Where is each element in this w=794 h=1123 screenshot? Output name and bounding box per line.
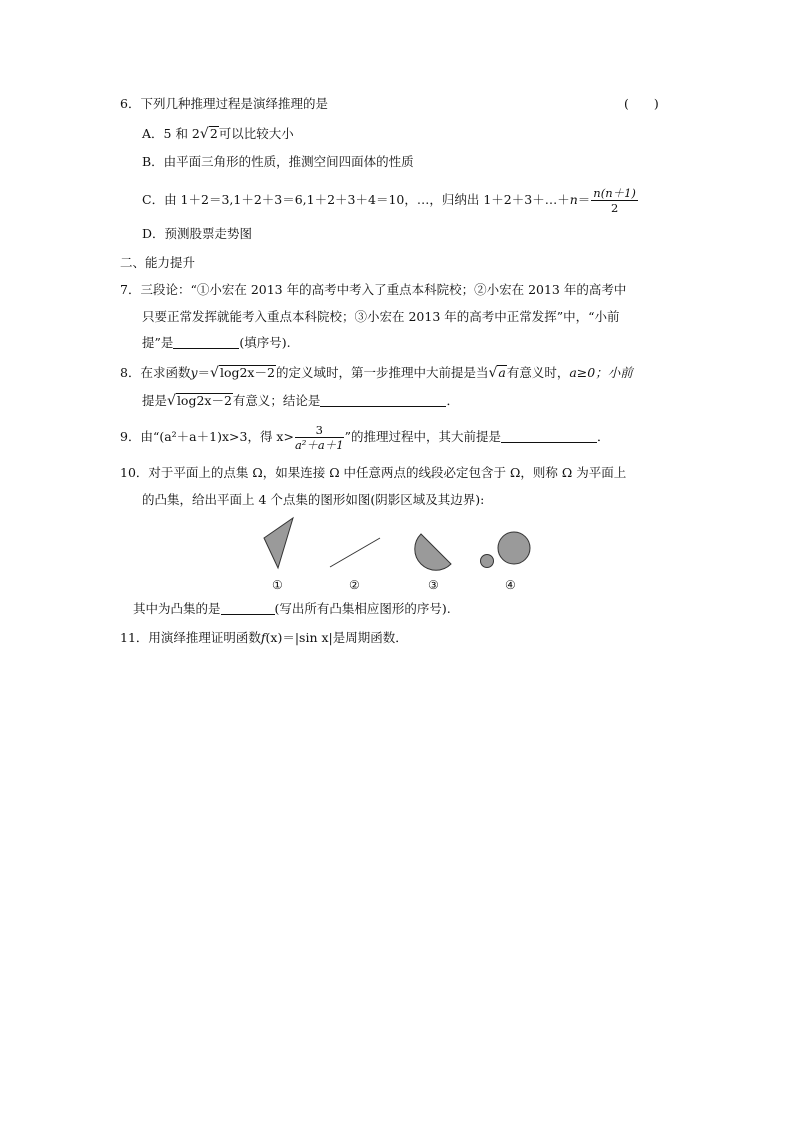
q11-fx: (x)＝|sin x|是周期函数． bbox=[265, 630, 408, 645]
q8-answer-blank[interactable] bbox=[320, 394, 446, 407]
q7-line3-suffix: (填序号). bbox=[239, 335, 291, 350]
q7-answer-blank[interactable] bbox=[173, 336, 239, 349]
q6-stem: 6．下列几种推理过程是演绎推理的是 bbox=[120, 96, 328, 111]
q6-option-a bbox=[142, 126, 294, 142]
section-heading: 二、能力提升 bbox=[120, 255, 196, 270]
q7-line3-prefix: 提”是 bbox=[142, 335, 174, 350]
q8-var-y: y bbox=[190, 365, 198, 380]
figure-4-large-circle bbox=[498, 532, 530, 564]
q9-end: ． bbox=[597, 429, 610, 444]
q6-option-b: B．由平面三角形的性质，推测空间四面体的性质 bbox=[142, 154, 414, 169]
q10-line1: 10．对于平面上的点集 Ω，如果连接 Ω 中任意两点的线段必定包含于 Ω，则称 Ω 为平面上 bbox=[120, 465, 627, 480]
figure-4-small-circle bbox=[481, 555, 494, 568]
q8-mid2: 有意义时， bbox=[506, 365, 570, 380]
sqrt-symbol: √ bbox=[199, 126, 209, 142]
q8-line2-mid: 有意义；结论是 bbox=[232, 393, 321, 408]
q6-option-c bbox=[142, 183, 639, 217]
q6-option-d: D．预测股票走势图 bbox=[142, 226, 253, 241]
q10-line2: 的凸集，给出平面上 4 个点集的图形如图(阴影区域及其边界): bbox=[142, 492, 485, 507]
figure-label-1: ① bbox=[272, 578, 283, 592]
q6-c-frac-den: 2 bbox=[610, 201, 619, 215]
q9-prefix: 9．由“(a²＋a＋1)x>3，得 x> bbox=[120, 429, 294, 444]
q8-radicand-a: a bbox=[498, 365, 506, 380]
q6-a-suffix: 可以比较大小 bbox=[218, 126, 294, 141]
sqrt-symbol: √ bbox=[167, 393, 176, 409]
q7-line3 bbox=[142, 335, 291, 351]
q8-line2-radicand: log2x－2 bbox=[176, 393, 232, 408]
q6-c-fraction bbox=[591, 186, 638, 215]
q11-prefix: 11．用演绎推理证明函数 bbox=[120, 630, 261, 645]
sqrt-symbol: √ bbox=[488, 365, 498, 381]
q8-prefix: 8．在求函数 bbox=[120, 365, 191, 380]
figure-label-2: ② bbox=[349, 578, 360, 592]
q9-line bbox=[120, 419, 610, 455]
q9-frac-num: 3 bbox=[295, 423, 344, 438]
q10-answer-blank[interactable] bbox=[221, 602, 275, 615]
q10-answer-line bbox=[133, 601, 451, 617]
q11-line bbox=[120, 630, 408, 646]
q9-answer-blank[interactable] bbox=[501, 430, 597, 443]
q6-c-n: n bbox=[569, 192, 578, 207]
q6-c-text: C．由 1＋2＝3,1＋2＋3＝6,1＋2＋3＋4＝10，…，归纳出 1＋2＋3＋…＋ bbox=[142, 192, 570, 207]
q6-c-frac-num: n(n＋1) bbox=[593, 186, 636, 200]
q10-answer-suffix: (写出所有凸集相应图形的序号). bbox=[274, 601, 451, 616]
q8-eq: ＝ bbox=[197, 365, 211, 380]
q6-a-prefix: A．5 和 2 bbox=[142, 126, 200, 141]
q8-line2 bbox=[142, 393, 459, 409]
q8-condition: a≥0；小前 bbox=[569, 365, 633, 380]
q9-suffix: ”的推理过程中，其大前提是 bbox=[344, 429, 501, 444]
figure-2-segment bbox=[330, 538, 380, 567]
q9-fraction bbox=[295, 423, 344, 452]
q6-c-eq: ＝ bbox=[577, 192, 591, 207]
q10-figures bbox=[255, 512, 545, 578]
sqrt-symbol: √ bbox=[210, 365, 219, 381]
q8-mid1: 的定义域时，第一步推理中大前提是当 bbox=[275, 365, 489, 380]
figure-label-3: ③ bbox=[428, 578, 439, 592]
q9-frac-den: a²＋a＋1 bbox=[294, 438, 344, 452]
q8-line1 bbox=[120, 365, 633, 381]
figure-label-4: ④ bbox=[505, 578, 516, 592]
figure-1-triangle bbox=[264, 518, 293, 568]
q8-line2-end: ． bbox=[446, 393, 459, 408]
q7-line2: 只要正常发挥就能考入重点本科院校；③小宏在 2013 年的高考中正常发挥”中，“小前 bbox=[142, 309, 620, 324]
q6-a-radicand: 2 bbox=[209, 126, 218, 141]
q8-line2-prefix: 提是 bbox=[142, 393, 168, 408]
figure-3-half-disk bbox=[415, 534, 451, 570]
q7-line1: 7．三段论：“①小宏在 2013 年的高考中考入了重点本科院校；②小宏在 2013 年的高考中 bbox=[120, 282, 627, 297]
q8-radicand: log2x－2 bbox=[219, 365, 275, 380]
q11-f: f bbox=[260, 630, 266, 645]
q6-answer-paren: ( ) bbox=[624, 96, 659, 111]
q10-answer-prefix: 其中为凸集的是 bbox=[133, 601, 221, 616]
